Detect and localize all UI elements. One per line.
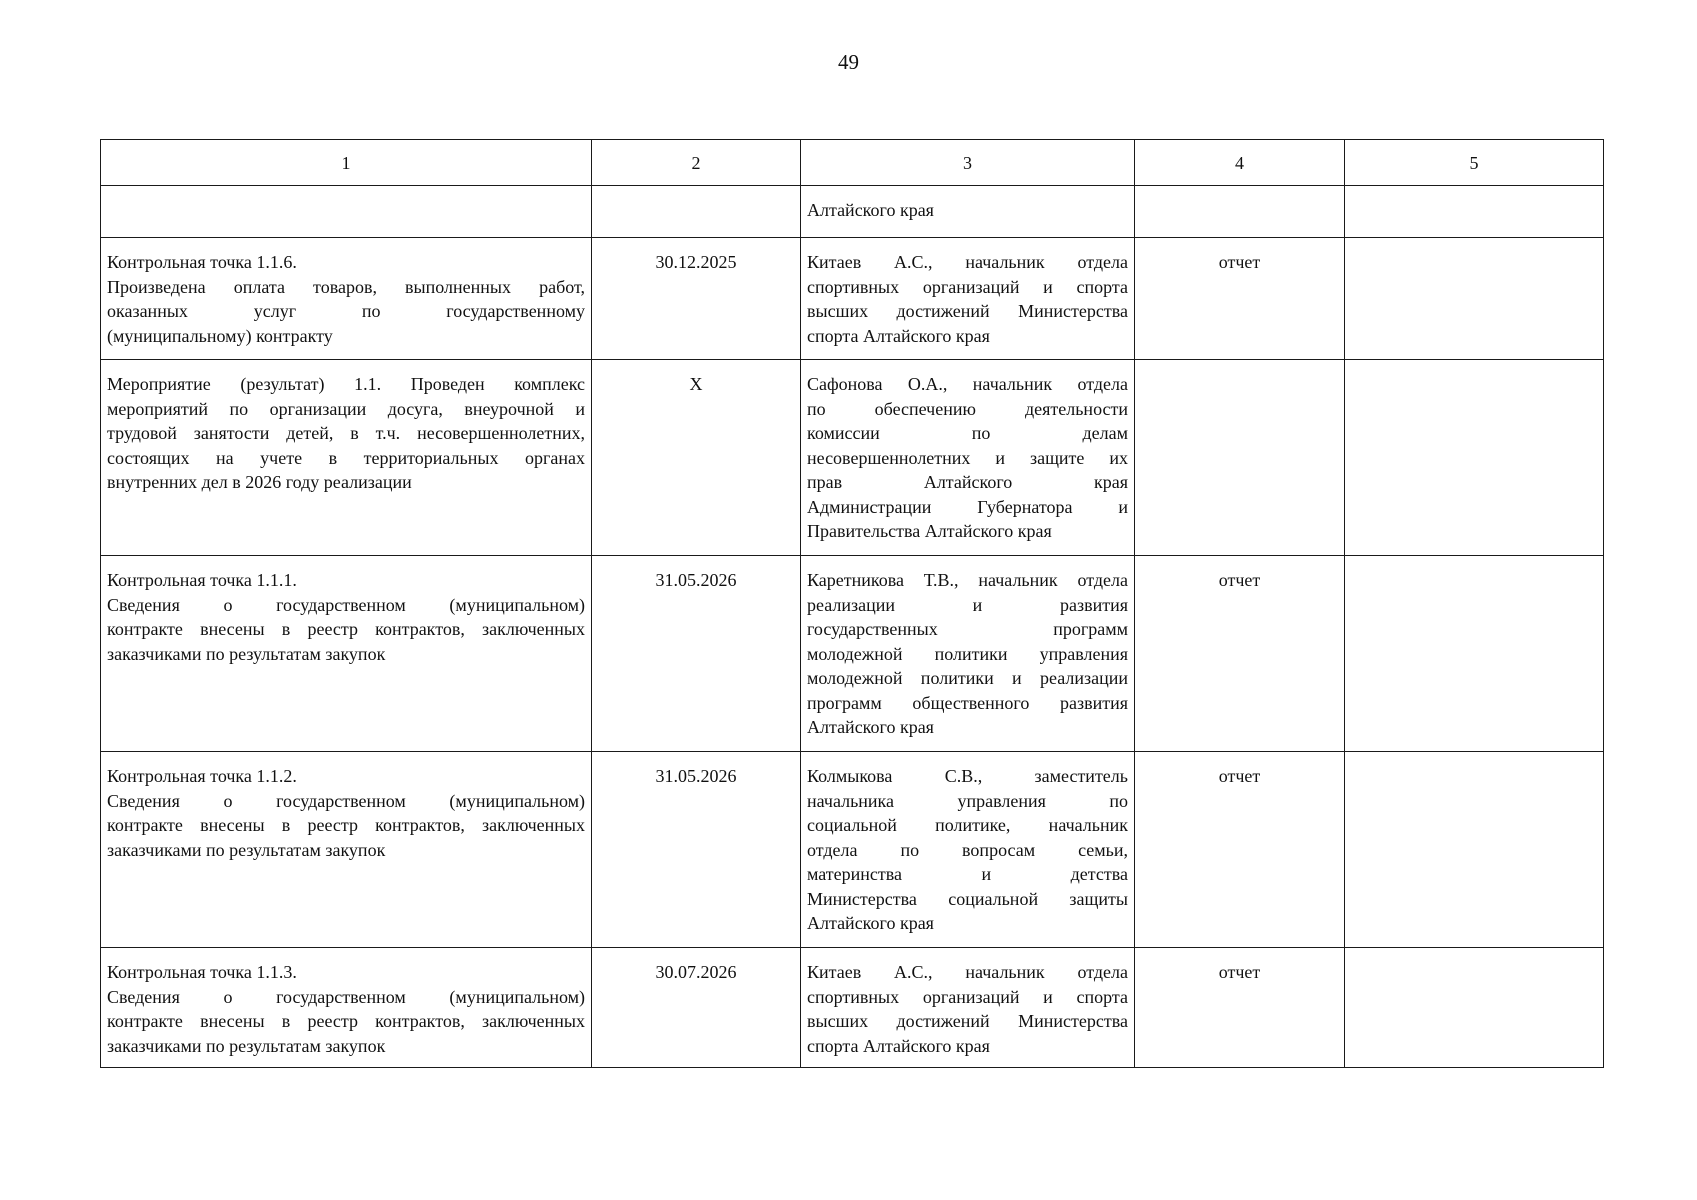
- cell-notes: [1345, 948, 1604, 1068]
- cell-text-line: заказчиками по результатам закупок: [107, 839, 386, 860]
- cell-text-line: несовершеннолетних и защите их: [807, 447, 1128, 468]
- cell-text-line: Китаев А.С., начальник отдела: [807, 252, 1128, 272]
- cell-text-line: Сведения о государственном (муниципальном): [107, 594, 585, 615]
- table-row: [101, 556, 1604, 752]
- cell-text-line: Каретникова Т.В., начальник отдела: [807, 570, 1128, 590]
- cell-text-line: спорта Алтайского края: [807, 325, 990, 346]
- cell-notes: [1345, 186, 1604, 238]
- cell-text-line: реализации и развития: [807, 594, 1128, 615]
- cell-text-line: Администрации Губернатора и: [807, 496, 1128, 517]
- column-header-1: 1: [101, 140, 592, 186]
- cell-notes: [1345, 556, 1604, 752]
- cell-document-type: отчет: [1135, 556, 1345, 752]
- cell-responsible-person: [801, 186, 1135, 238]
- cell-text-line: спортивных организаций и спорта: [807, 276, 1128, 297]
- column-header-2: 2: [592, 140, 801, 186]
- cell-event-description: [101, 556, 592, 752]
- cell-text-line: Министерства социальной защиты: [807, 888, 1128, 909]
- cell-text-line: прав Алтайского края: [807, 472, 1128, 492]
- table-header-row: [101, 140, 1604, 186]
- cell-responsible-person: [801, 752, 1135, 948]
- cell-notes: [1345, 752, 1604, 948]
- cell-text-line: молодежной политики и реализации: [807, 668, 1128, 688]
- table-row: [101, 752, 1604, 948]
- table-row: [101, 238, 1604, 360]
- cell-text-line: Сведения о государственном (муниципальном): [107, 986, 585, 1007]
- column-header-3: 3: [801, 140, 1135, 186]
- cell-text-line: внутренних дел в 2026 году реализации: [107, 472, 412, 492]
- cell-text-line: государственных программ: [807, 619, 1128, 639]
- cell-event-description: [101, 752, 592, 948]
- cell-text-line: контракте внесены в реестр контрактов, заключенных: [107, 815, 585, 835]
- cell-event-description: [101, 186, 592, 238]
- cell-text-line: Контрольная точка 1.1.3.: [107, 962, 297, 982]
- cell-text-line: спортивных организаций и спорта: [807, 986, 1128, 1007]
- plan-table: [100, 139, 1604, 1068]
- cell-responsible-person: [801, 360, 1135, 556]
- cell-text-line: мероприятий по организации досуга, внеурочной и: [107, 398, 585, 419]
- page-number: 49: [838, 50, 859, 74]
- cell-text-line: трудовой занятости детей, в т.ч. несовершеннолетних,: [107, 423, 585, 443]
- cell-text-line: состоящих на учете в территориальных органах: [107, 447, 585, 468]
- cell-text-line: отдела по вопросам семьи,: [807, 839, 1128, 860]
- cell-text-line: по обеспечению деятельности: [807, 398, 1128, 419]
- cell-responsible-person: [801, 238, 1135, 360]
- column-header-4: 4: [1135, 140, 1345, 186]
- cell-text-line: комиссии по делам: [807, 423, 1128, 443]
- cell-document-type: отчет: [1135, 752, 1345, 948]
- cell-event-description: [101, 948, 592, 1068]
- cell-deadline: [592, 186, 801, 238]
- cell-text-line: (муниципальному) контракту: [107, 325, 333, 346]
- cell-text-line: программ общественного развития: [807, 692, 1128, 713]
- cell-document-type: [1135, 186, 1345, 238]
- cell-text-line: Контрольная точка 1.1.2.: [107, 766, 297, 786]
- cell-text-line: контракте внесены в реестр контрактов, заключенных: [107, 1011, 585, 1031]
- cell-event-description: [101, 238, 592, 360]
- cell-text-line: Алтайского края: [807, 200, 934, 220]
- cell-text-line: социальной политике, начальник: [807, 815, 1128, 835]
- cell-text-line: Контрольная точка 1.1.1.: [107, 570, 297, 590]
- cell-event-description: [101, 360, 592, 556]
- cell-text-line: Мероприятие (результат) 1.1. Проведен комплекс: [107, 374, 585, 394]
- cell-text-line: молодежной политики управления: [807, 643, 1128, 664]
- cell-responsible-person: [801, 948, 1135, 1068]
- cell-text-line: спорта Алтайского края: [807, 1035, 990, 1056]
- table-row: [101, 360, 1604, 556]
- column-header-5: 5: [1345, 140, 1604, 186]
- cell-text-line: Алтайского края: [807, 913, 934, 933]
- table-row: [101, 186, 1604, 238]
- cell-notes: [1345, 360, 1604, 556]
- cell-text-line: Сведения о государственном (муниципальном): [107, 790, 585, 811]
- cell-deadline: X: [592, 360, 801, 556]
- cell-text-line: материнства и детства: [807, 864, 1128, 884]
- cell-text-line: Сафонова О.А., начальник отдела: [807, 374, 1128, 394]
- cell-document-type: [1135, 360, 1345, 556]
- cell-text-line: Контрольная точка 1.1.6.: [107, 252, 297, 272]
- cell-text-line: начальника управления по: [807, 790, 1128, 811]
- cell-deadline: 31.05.2026: [592, 752, 801, 948]
- cell-deadline: 30.07.2026: [592, 948, 801, 1068]
- cell-deadline: 31.05.2026: [592, 556, 801, 752]
- cell-text-line: оказанных услуг по государственному: [107, 301, 585, 321]
- cell-text-line: высших достижений Министерства: [807, 301, 1128, 321]
- cell-text-line: Правительства Алтайского края: [807, 521, 1052, 541]
- cell-responsible-person: [801, 556, 1135, 752]
- table-row: [101, 948, 1604, 1068]
- cell-document-type: отчет: [1135, 948, 1345, 1068]
- cell-text-line: Произведена оплата товаров, выполненных работ,: [107, 276, 585, 297]
- cell-document-type: отчет: [1135, 238, 1345, 360]
- cell-text-line: Китаев А.С., начальник отдела: [807, 962, 1128, 982]
- cell-text-line: Алтайского края: [807, 717, 934, 737]
- cell-text-line: заказчиками по результатам закупок: [107, 643, 386, 664]
- cell-text-line: заказчиками по результатам закупок: [107, 1035, 386, 1056]
- cell-text-line: контракте внесены в реестр контрактов, заключенных: [107, 619, 585, 639]
- cell-text-line: высших достижений Министерства: [807, 1011, 1128, 1031]
- cell-text-line: Колмыкова С.В., заместитель: [807, 766, 1128, 786]
- cell-deadline: 30.12.2025: [592, 238, 801, 360]
- cell-notes: [1345, 238, 1604, 360]
